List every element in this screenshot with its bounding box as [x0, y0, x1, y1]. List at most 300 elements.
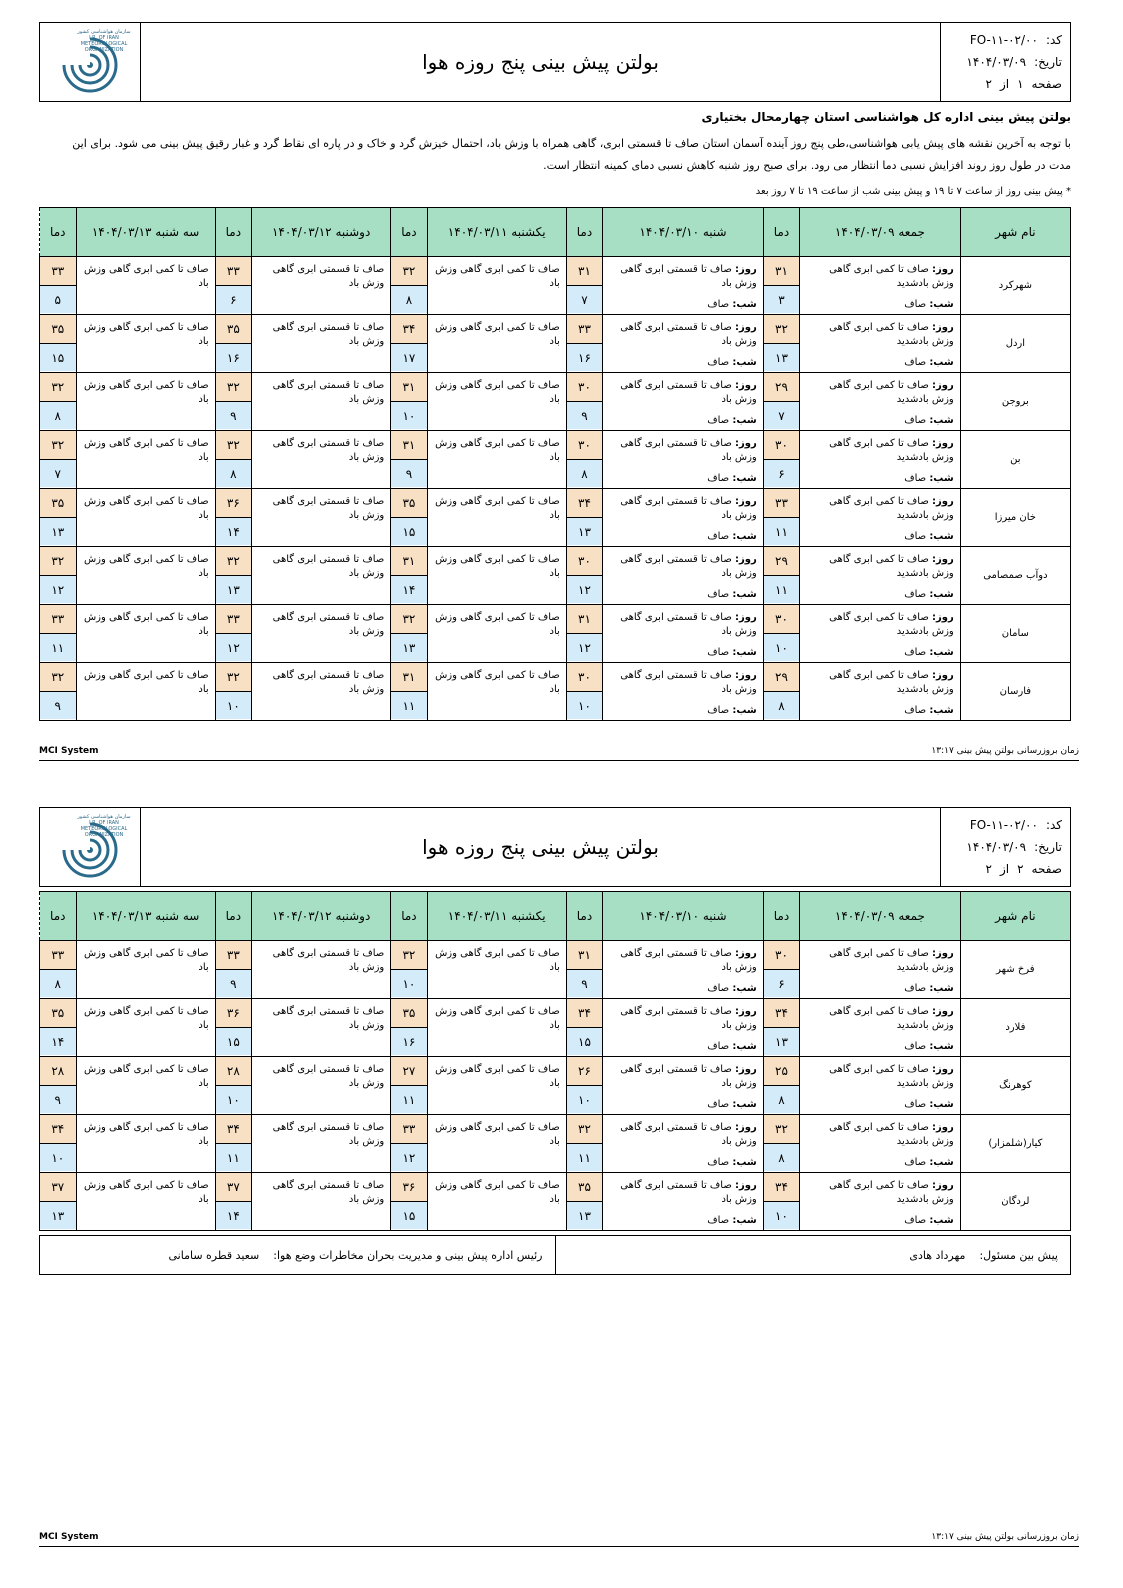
max-temp: ۳۲	[764, 1115, 799, 1144]
forecast-cell	[76, 373, 215, 431]
night-text: صاف	[904, 589, 927, 600]
forecast-cell	[76, 431, 215, 489]
temp-cell	[215, 999, 251, 1057]
day-header: سه شنبه ۱۴۰۴/۰۳/۱۳	[76, 892, 215, 941]
max-temp: ۳۶	[391, 1173, 426, 1202]
max-temp: ۳۲	[216, 431, 251, 460]
header-row	[40, 208, 1071, 257]
page-footer	[39, 1532, 1079, 1547]
city-header: نام شهر	[960, 892, 1070, 941]
night-forecast	[707, 646, 757, 660]
max-temp: ۳۰	[764, 431, 799, 460]
max-temp: ۳۰	[764, 941, 799, 970]
max-temp: ۲۸	[40, 1057, 76, 1086]
date-value: ۱۴۰۴/۰۳/۰۹	[966, 55, 1027, 69]
day-text: صاف تا کمی ابری گاهی وزش باد	[83, 554, 209, 579]
night-forecast	[904, 588, 954, 602]
max-temp: ۳۲	[40, 431, 76, 460]
day-forecast	[609, 321, 757, 349]
night-text: صاف	[904, 473, 927, 484]
day-header: یکشنبه ۱۴۰۴/۰۳/۱۱	[427, 892, 566, 941]
table-row	[40, 315, 1071, 373]
forecast-cell	[427, 1115, 566, 1173]
city-header: نام شهر	[960, 208, 1070, 257]
day-text: صاف تا کمی ابری گاهی وزش بادشدید	[829, 496, 954, 521]
forecast-cell	[427, 999, 566, 1057]
day-text: صاف تا کمی ابری گاهی وزش باد	[435, 612, 560, 637]
forecast-cell	[603, 373, 764, 431]
day-text: صاف تا قسمتی ابری گاهی وزش باد	[620, 612, 757, 637]
temp-cell	[215, 605, 251, 663]
temp-cell	[40, 999, 77, 1057]
code-label: کد:	[1045, 33, 1062, 47]
forecast-cell	[76, 941, 215, 999]
temp-header: دما	[763, 208, 799, 257]
night-forecast	[707, 588, 757, 602]
temp-cell	[566, 1115, 602, 1173]
min-temp: ۱۲	[40, 576, 76, 603]
day-text: صاف تا کمی ابری گاهی وزش بادشدید	[829, 438, 954, 463]
night-forecast	[707, 1040, 757, 1054]
max-temp: ۳۲	[391, 605, 426, 634]
night-text: صاف	[707, 647, 730, 658]
temp-cell	[391, 663, 427, 721]
head-label: رئیس اداره پیش بینی و مدیریت بحران مخاطرات وضع هوا:	[273, 1248, 543, 1262]
day-text: صاف تا کمی ابری گاهی وزش باد	[435, 554, 560, 579]
max-temp: ۳۲	[216, 663, 251, 692]
night-text: صاف	[707, 531, 730, 542]
update-time: زمان بروزرسانی بولتن پیش بینی ۱۳:۱۷	[931, 746, 1079, 756]
day-forecast	[806, 611, 954, 639]
forecast-cell	[76, 663, 215, 721]
day-text: صاف تا کمی ابری گاهی وزش باد	[435, 264, 560, 289]
forecast-cell	[800, 547, 961, 605]
day-label: روز:	[735, 1064, 757, 1075]
min-temp: ۱۰	[391, 402, 426, 429]
day-text: صاف تا کمی ابری گاهی وزش باد	[435, 1180, 560, 1205]
system-name: MCI System	[39, 1532, 99, 1542]
forecast-cell	[800, 1173, 961, 1231]
day-text: صاف تا کمی ابری گاهی وزش بادشدید	[829, 612, 954, 637]
day-label: روز:	[932, 380, 954, 391]
temp-header: دما	[566, 208, 602, 257]
page-2	[0, 795, 1123, 1588]
day-text: صاف تا قسمتی ابری گاهی وزش باد	[620, 496, 757, 521]
night-label: شب:	[732, 647, 757, 658]
page-word: صفحه	[1031, 77, 1062, 91]
temp-cell	[566, 941, 602, 999]
day-text: صاف تا قسمتی ابری گاهی وزش باد	[272, 1064, 385, 1089]
page-header	[39, 807, 1071, 887]
temp-cell	[763, 431, 799, 489]
day-header: شنبه ۱۴۰۴/۰۳/۱۰	[603, 892, 764, 941]
forecaster-name: مهرداد هادی	[909, 1248, 966, 1262]
min-temp: ۱۶	[391, 1028, 426, 1055]
day-forecast	[609, 1121, 757, 1149]
max-temp: ۳۳	[40, 941, 76, 970]
table-row	[40, 663, 1071, 721]
table-row	[40, 431, 1071, 489]
min-temp: ۱۵	[216, 1028, 251, 1055]
max-temp: ۳۳	[216, 605, 251, 634]
temp-cell	[40, 663, 77, 721]
max-temp: ۳۵	[40, 315, 76, 344]
temp-header: دما	[215, 892, 251, 941]
temp-cell	[215, 257, 251, 315]
night-label: شب:	[732, 1157, 757, 1168]
day-forecast	[609, 379, 757, 407]
night-label: شب:	[929, 983, 954, 994]
min-temp: ۱۷	[391, 344, 426, 371]
city-name: فلارد	[960, 999, 1070, 1057]
page-header	[39, 22, 1071, 102]
org-title: بولتن پیش بینی اداره کل هواشناسی استان چهارمحال بختیاری	[701, 110, 1071, 124]
date-label: تاریخ:	[1034, 840, 1062, 854]
temp-cell	[40, 315, 77, 373]
day-text: صاف تا قسمتی ابری گاهی وزش باد	[272, 322, 385, 347]
day-label: روز:	[735, 496, 757, 507]
forecast-cell	[800, 373, 961, 431]
temp-cell	[215, 1057, 251, 1115]
day-label: روز:	[932, 1064, 954, 1075]
date-label: تاریخ:	[1034, 55, 1062, 69]
temp-cell	[40, 489, 77, 547]
day-text: صاف تا کمی ابری گاهی وزش باد	[83, 322, 209, 347]
day-text: صاف تا قسمتی ابری گاهی وزش باد	[272, 612, 385, 637]
max-temp: ۳۶	[216, 999, 251, 1028]
day-label: روز:	[735, 554, 757, 565]
forecast-cell	[800, 605, 961, 663]
min-temp: ۸	[567, 460, 602, 487]
forecast-cell	[800, 941, 961, 999]
day-text: صاف تا کمی ابری گاهی وزش باد	[83, 1122, 209, 1147]
day-text: صاف تا کمی ابری گاهی وزش باد	[435, 670, 560, 695]
bulletin-title: بولتن پیش بینی پنج روزه هوا	[422, 835, 659, 859]
night-forecast	[904, 298, 954, 312]
temp-cell	[391, 489, 427, 547]
forecast-cell	[252, 605, 391, 663]
temp-cell	[215, 663, 251, 721]
min-temp: ۹	[40, 692, 76, 719]
day-header: جمعه ۱۴۰۴/۰۳/۰۹	[800, 208, 961, 257]
code-label: کد:	[1045, 818, 1062, 832]
forecast-cell	[76, 489, 215, 547]
table-row	[40, 1173, 1071, 1231]
temp-cell	[40, 941, 77, 999]
temp-cell	[40, 547, 77, 605]
night-forecast	[904, 1040, 954, 1054]
forecast-cell	[603, 1115, 764, 1173]
min-temp: ۸	[764, 692, 799, 719]
day-text: صاف تا قسمتی ابری گاهی وزش باد	[620, 554, 757, 579]
table-row	[40, 257, 1071, 315]
night-forecast	[904, 1214, 954, 1228]
forecast-cell	[76, 1057, 215, 1115]
forecast-cell	[252, 1057, 391, 1115]
day-label: روز:	[932, 554, 954, 565]
temp-cell	[566, 999, 602, 1057]
day-forecast	[806, 437, 954, 465]
forecast-cell	[427, 315, 566, 373]
forecast-cell	[252, 663, 391, 721]
night-text: صاف	[904, 647, 927, 658]
max-temp: ۳۷	[40, 1173, 76, 1202]
day-label: روز:	[735, 670, 757, 681]
day-text: صاف تا کمی ابری گاهی وزش باد	[435, 1122, 560, 1147]
date-value: ۱۴۰۴/۰۳/۰۹	[966, 840, 1027, 854]
temp-cell	[391, 431, 427, 489]
min-temp: ۱۳	[764, 344, 799, 371]
day-text: صاف تا کمی ابری گاهی وزش باد	[83, 1006, 209, 1031]
day-text: صاف تا کمی ابری گاهی وزش باد	[435, 438, 560, 463]
day-text: صاف تا کمی ابری گاهی وزش بادشدید	[829, 264, 954, 289]
forecast-cell	[252, 373, 391, 431]
night-label: شب:	[732, 415, 757, 426]
min-temp: ۷	[764, 402, 799, 429]
forecast-cell	[427, 257, 566, 315]
night-text: صاف	[707, 1215, 730, 1226]
max-temp: ۳۱	[391, 373, 426, 402]
day-text: صاف تا کمی ابری گاهی وزش باد	[83, 948, 209, 973]
day-forecast	[806, 669, 954, 697]
code-value: FO-۱۱-۰۲/۰۰	[969, 818, 1038, 832]
doc-info	[940, 23, 1070, 101]
day-text: صاف تا قسمتی ابری گاهی وزش باد	[620, 948, 757, 973]
max-temp: ۳۲	[40, 373, 76, 402]
temp-cell	[763, 547, 799, 605]
forecast-cell	[603, 1173, 764, 1231]
table-row	[40, 999, 1071, 1057]
max-temp: ۳۵	[40, 489, 76, 518]
min-temp: ۳	[764, 286, 799, 313]
max-temp: ۳۱	[391, 431, 426, 460]
day-header: یکشنبه ۱۴۰۴/۰۳/۱۱	[427, 208, 566, 257]
day-header: دوشنبه ۱۴۰۴/۰۳/۱۲	[252, 208, 391, 257]
night-label: شب:	[929, 1041, 954, 1052]
night-text: صاف	[707, 705, 730, 716]
forecast-table	[39, 207, 1071, 721]
forecast-cell	[603, 489, 764, 547]
forecast-cell	[252, 315, 391, 373]
min-temp: ۱۳	[40, 1202, 76, 1229]
forecast-cell	[427, 431, 566, 489]
temp-cell	[391, 605, 427, 663]
city-name: اردل	[960, 315, 1070, 373]
day-header: دوشنبه ۱۴۰۴/۰۳/۱۲	[252, 892, 391, 941]
forecast-table	[39, 891, 1071, 1231]
temp-cell	[391, 1173, 427, 1231]
page-footer	[39, 746, 1079, 761]
forecast-summary: با توجه به آخرین نقشه های پیش یابی هواشناسی،طی پنج روز آینده آسمان استان صاف تا قسمتی ابری، گاهی همراه با وزش باد، احتمال خیزش گرد و خاک و در پاره ای نقاط گرد و غبار رقیق پیش بینی می شود. برای این مدت در طول روز روند افزایش نسبی دما انتظار می رود. برای صبح روز شنبه کاهش نسبی دمای کمینه انتظار است.	[72, 137, 1071, 172]
day-text: صاف تا کمی ابری گاهی وزش بادشدید	[829, 948, 954, 973]
temp-cell	[391, 373, 427, 431]
forecast-cell	[427, 373, 566, 431]
temp-header: دما	[391, 892, 427, 941]
forecast-cell	[76, 1115, 215, 1173]
day-text: صاف تا کمی ابری گاهی وزش باد	[435, 1064, 560, 1089]
table-row	[40, 605, 1071, 663]
day-text: صاف تا قسمتی ابری گاهی وزش باد	[620, 670, 757, 695]
page-number: ۱	[1017, 77, 1024, 91]
day-text: صاف تا کمی ابری گاهی وزش بادشدید	[829, 1006, 954, 1031]
day-header: جمعه ۱۴۰۴/۰۳/۰۹	[800, 892, 961, 941]
temp-cell	[763, 941, 799, 999]
min-temp: ۱۱	[764, 518, 799, 545]
day-forecast	[609, 437, 757, 465]
night-text: صاف	[707, 473, 730, 484]
min-temp: ۱۰	[216, 1086, 251, 1113]
max-temp: ۳۱	[567, 941, 602, 970]
day-forecast	[609, 495, 757, 523]
min-temp: ۱۴	[391, 576, 426, 603]
night-text: صاف	[707, 357, 730, 368]
night-label: شب:	[929, 473, 954, 484]
forecast-cell	[76, 1173, 215, 1231]
forecast-cell	[427, 663, 566, 721]
day-text: صاف تا قسمتی ابری گاهی وزش باد	[272, 1122, 385, 1147]
logo-text: سازمان هواشناسی کشور I.R. OF IRAN METEOROLOGICAL ORGANIZATION	[77, 814, 131, 838]
forecast-cell	[800, 257, 961, 315]
day-forecast	[806, 947, 954, 975]
min-temp: ۱۲	[567, 634, 602, 661]
max-temp: ۳۲	[391, 257, 426, 286]
forecast-note: * پیش بینی روز از ساعت ۷ تا ۱۹ و پیش بینی شب از ساعت ۱۹ تا ۷ روز بعد	[755, 186, 1071, 197]
temp-cell	[215, 431, 251, 489]
table-row	[40, 547, 1071, 605]
day-text: صاف تا قسمتی ابری گاهی وزش باد	[272, 1006, 385, 1031]
night-label: شب:	[732, 983, 757, 994]
night-label: شب:	[929, 415, 954, 426]
night-text: صاف	[707, 299, 730, 310]
day-label: روز:	[932, 322, 954, 333]
day-label: روز:	[735, 1180, 757, 1191]
night-label: شب:	[929, 357, 954, 368]
temp-cell	[391, 547, 427, 605]
night-forecast	[904, 646, 954, 660]
head-name: سعید قطره سامانی	[168, 1248, 260, 1262]
min-temp: ۱۶	[567, 344, 602, 371]
night-forecast	[904, 530, 954, 544]
min-temp: ۱۳	[216, 576, 251, 603]
day-text: صاف تا کمی ابری گاهی وزش باد	[83, 380, 209, 405]
forecaster-cell	[555, 1236, 1071, 1274]
min-temp: ۱۲	[216, 634, 251, 661]
max-temp: ۳۲	[567, 1115, 602, 1144]
forecast-cell	[252, 1173, 391, 1231]
day-label: روز:	[735, 948, 757, 959]
day-text: صاف تا کمی ابری گاهی وزش باد	[83, 264, 209, 289]
night-text: صاف	[904, 415, 927, 426]
night-forecast	[904, 356, 954, 370]
day-text: صاف تا کمی ابری گاهی وزش باد	[83, 496, 209, 521]
table-row	[40, 941, 1071, 999]
min-temp: ۹	[391, 460, 426, 487]
night-forecast	[904, 704, 954, 718]
day-label: روز:	[932, 670, 954, 681]
temp-header: دما	[763, 892, 799, 941]
max-temp: ۳۳	[567, 315, 602, 344]
max-temp: ۳۷	[216, 1173, 251, 1202]
min-temp: ۸	[391, 286, 426, 313]
day-text: صاف تا قسمتی ابری گاهی وزش باد	[620, 1122, 757, 1147]
day-label: روز:	[932, 496, 954, 507]
max-temp: ۳۳	[391, 1115, 426, 1144]
min-temp: ۱۲	[391, 1144, 426, 1171]
temp-cell	[215, 941, 251, 999]
day-forecast	[609, 947, 757, 975]
day-text: صاف تا کمی ابری گاهی وزش باد	[435, 1006, 560, 1031]
city-name: شهرکرد	[960, 257, 1070, 315]
night-label: شب:	[732, 1041, 757, 1052]
temp-cell	[391, 257, 427, 315]
max-temp: ۳۴	[40, 1115, 76, 1144]
day-forecast	[609, 1179, 757, 1207]
night-label: شب:	[929, 1157, 954, 1168]
min-temp: ۱۳	[567, 1202, 602, 1229]
org-logo	[40, 808, 141, 886]
forecast-cell	[800, 431, 961, 489]
forecast-cell	[603, 663, 764, 721]
night-label: شب:	[929, 647, 954, 658]
max-temp: ۳۲	[216, 547, 251, 576]
forecast-cell	[252, 1115, 391, 1173]
forecast-cell	[800, 1115, 961, 1173]
min-temp: ۱۱	[391, 692, 426, 719]
night-text: صاف	[904, 357, 927, 368]
day-text: صاف تا کمی ابری گاهی وزش باد	[83, 670, 209, 695]
min-temp: ۶	[216, 286, 251, 313]
night-label: شب:	[732, 473, 757, 484]
night-forecast	[904, 982, 954, 996]
day-label: روز:	[932, 948, 954, 959]
min-temp: ۱۱	[391, 1086, 426, 1113]
temp-cell	[40, 605, 77, 663]
day-text: صاف تا کمی ابری گاهی وزش باد	[83, 1180, 209, 1205]
temp-cell	[215, 373, 251, 431]
min-temp: ۹	[567, 402, 602, 429]
night-forecast	[904, 414, 954, 428]
day-forecast	[806, 1121, 954, 1149]
max-temp: ۳۰	[567, 431, 602, 460]
temp-cell	[40, 1115, 77, 1173]
city-name: بروجن	[960, 373, 1070, 431]
night-text: صاف	[707, 1041, 730, 1052]
day-forecast	[609, 1005, 757, 1033]
city-name: فارسان	[960, 663, 1070, 721]
max-temp: ۳۲	[391, 941, 426, 970]
temp-cell	[763, 999, 799, 1057]
forecast-cell	[603, 257, 764, 315]
night-label: شب:	[929, 705, 954, 716]
max-temp: ۳۵	[391, 999, 426, 1028]
day-text: صاف تا قسمتی ابری گاهی وزش باد	[272, 1180, 385, 1205]
temp-cell	[40, 1173, 77, 1231]
org-logo	[40, 23, 141, 101]
city-name: کوهرنگ	[960, 1057, 1070, 1115]
max-temp: ۳۳	[216, 257, 251, 286]
max-temp: ۳۱	[764, 257, 799, 286]
temp-cell	[566, 1173, 602, 1231]
temp-cell	[391, 941, 427, 999]
forecast-cell	[427, 1057, 566, 1115]
forecast-cell	[800, 315, 961, 373]
max-temp: ۳۴	[391, 315, 426, 344]
day-text: صاف تا کمی ابری گاهی وزش باد	[83, 1064, 209, 1089]
page-total: ۲	[985, 77, 992, 91]
day-label: روز:	[735, 1006, 757, 1017]
temp-cell	[566, 257, 602, 315]
day-text: صاف تا قسمتی ابری گاهی وزش باد	[620, 1064, 757, 1089]
